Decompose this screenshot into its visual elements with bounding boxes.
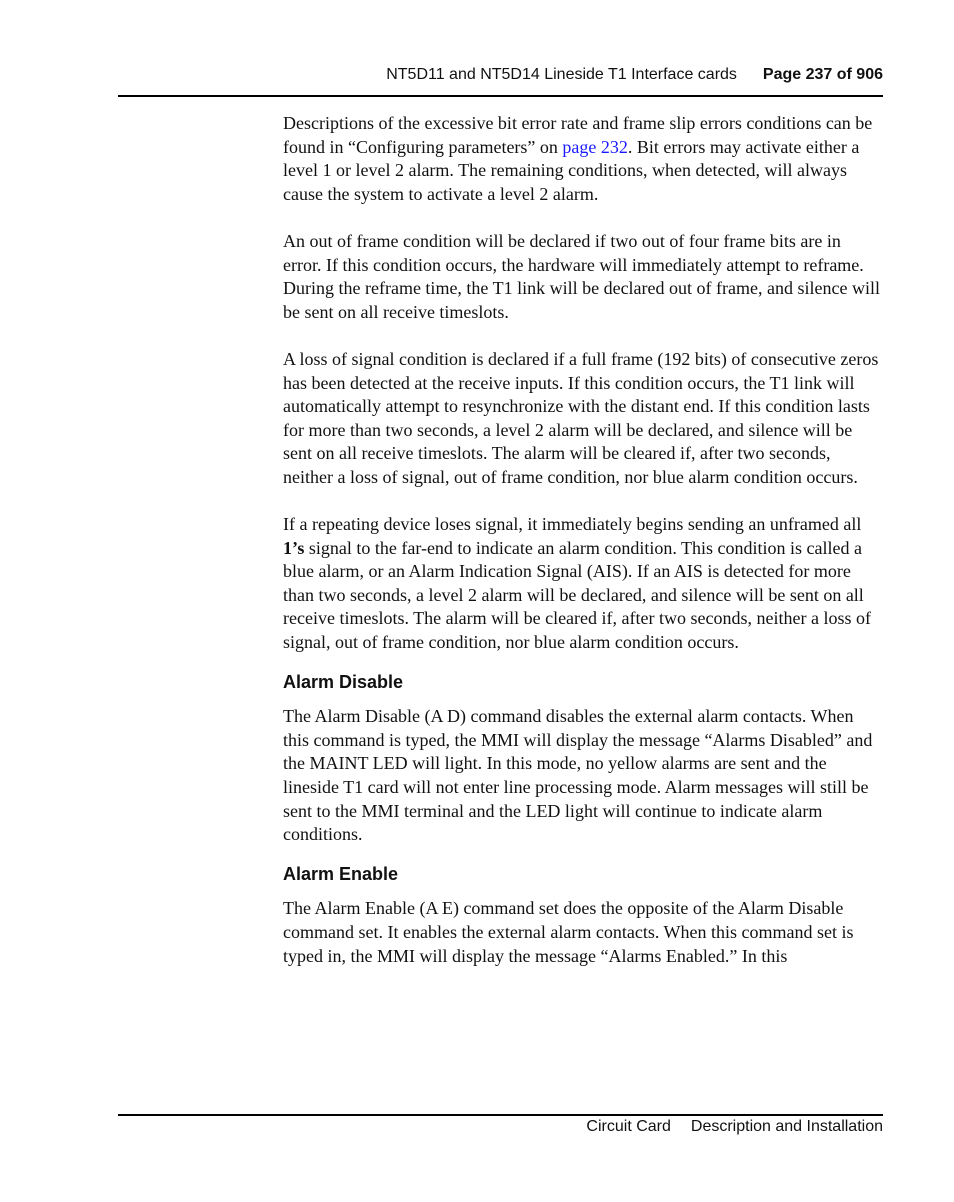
document-title: NT5D11 and NT5D14 Lineside T1 Interface cards <box>386 66 737 83</box>
heading-alarm-disable: Alarm Disable <box>283 672 404 693</box>
page-header <box>118 66 883 88</box>
ones-term: 1’s <box>283 537 305 558</box>
page-footer <box>118 1118 883 1136</box>
heading-alarm-enable: Alarm Enable <box>283 864 399 885</box>
header-rule <box>118 95 883 97</box>
footer-left: Circuit Card <box>586 1118 671 1135</box>
footer-right: Description and Installation <box>690 1118 883 1135</box>
page-number: Page 237 of 906 <box>762 66 883 83</box>
page-232-link[interactable]: page 232 <box>562 136 628 157</box>
paragraph-blue-alarm: If a repeating device loses signal, it immediately begins sending an unframed all 1’s signal to the far-end to indicate an alarm condition. This condition is called a blue alarm, or an Alarm Indication Signal (AIS). If an AIS is detected for more than two seconds, a level 2 alarm will be declared, and silence will be sent on all receive timeslots. The alarm will be cleared if, after two seconds, neither a loss of signal, out of frame condition, nor blue alarm condition occurs. <box>283 514 871 653</box>
paragraph-error-conditions: Descriptions of the excessive bit error rate and frame slip errors conditions can be found in “Configuring parameters” on page 232. Bit errors may activate either a level 1 or level 2 alarm. The remaining conditions, when detected, will always cause the system to activate a level 2 alarm. <box>283 113 873 204</box>
paragraph-loss-of-signal: A loss of signal condition is declared if a full frame (192 bits) of consecutive zeros has been detected at the receive inputs. If this condition occurs, the T1 link will automatically attempt to resynchronize with the distant end. If this condition lasts for more than two seconds, a level 2 alarm will be declared, and silence will be sent on all receive timeslots. The alarm will be cleared if, after two seconds, neither a loss of signal, out of frame condition, nor blue alarm condition occurs. <box>283 348 879 487</box>
paragraph-out-of-frame: An out of frame condition will be declared if two out of four frame bits are in error. If this condition occurs, the hardware will immediately attempt to reframe. During the reframe time, the T1 link will be declared out of frame, and silence will be sent on all receive timeslots. <box>283 230 880 322</box>
paragraph-alarm-disable: The Alarm Disable (A D) command disables the external alarm contacts. When this command is typed, the MMI will display the message “Alarms Disabled” and the MAINT LED will light. In this mode, no yellow alarms are sent and the lineside T1 card will not enter line processing mode. Alarm messages will still be sent to the MMI terminal and the LED light will continue to indicate alarm conditions. <box>283 706 873 845</box>
page-body <box>283 112 883 992</box>
paragraph-alarm-enable: The Alarm Enable (A E) command set does the opposite of the Alarm Disable command set. It enables the external alarm contacts. When this command set is typed in, the MMI will display the message “Alarms Enabled.” In this <box>283 898 854 966</box>
footer-rule <box>118 1114 883 1116</box>
